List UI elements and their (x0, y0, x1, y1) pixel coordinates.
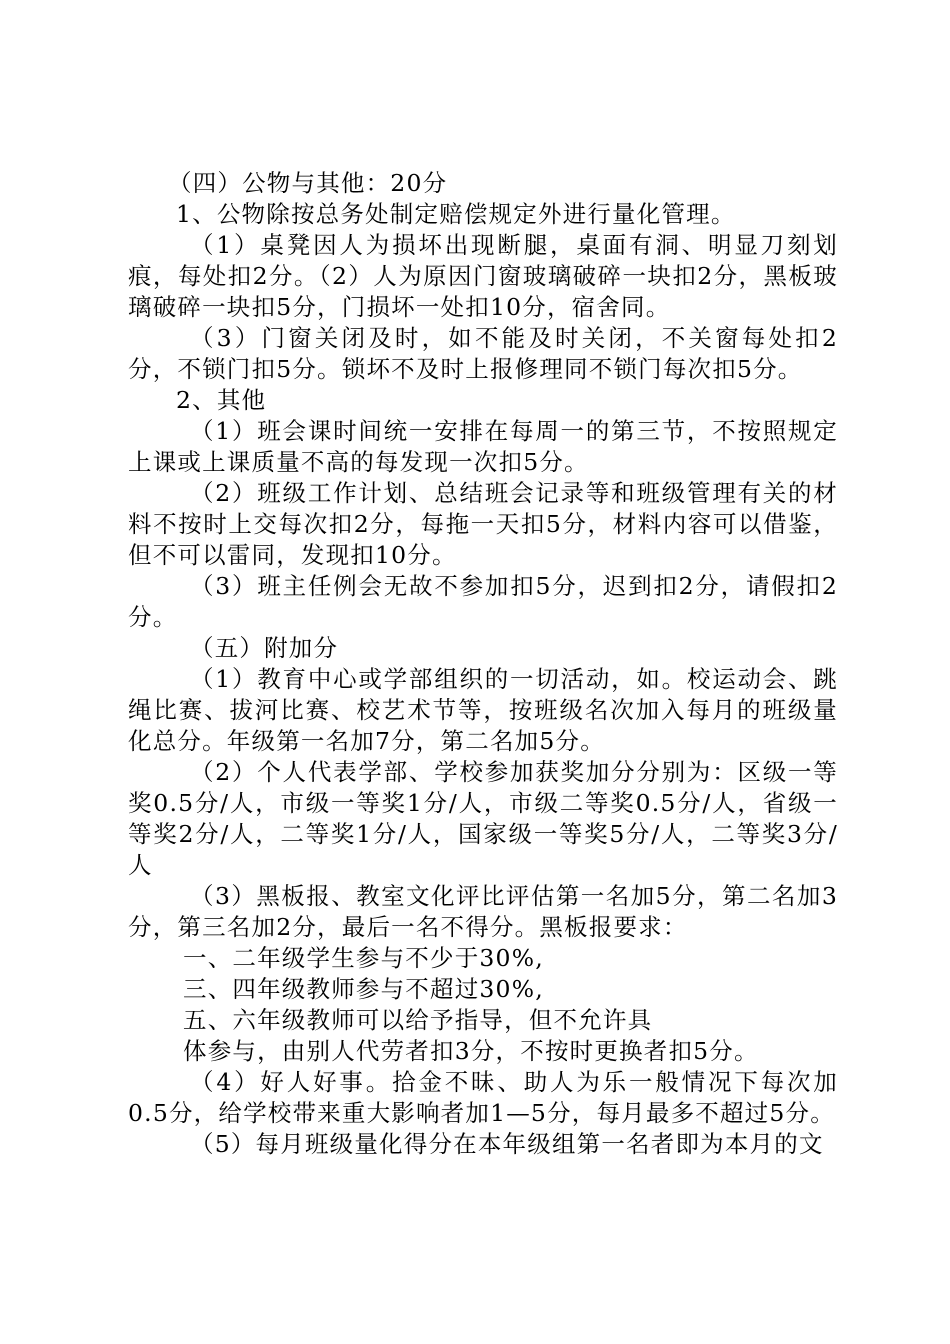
paragraph: 体参与，由别人代劳者扣3分，不按时更换者扣5分。 (183, 1037, 759, 1065)
paragraph: 五、六年级教师可以给予指导，但不允许具 (183, 1006, 653, 1034)
paragraph: （1）教育中心或学部组织的一切活动，如。校运动会、跳绳比赛、拔河比赛、校艺术节等，按班级名次加入每月的班级量化总分。年级第一名加7分，第二名加5分。 (128, 665, 838, 755)
section-heading-public-property: （四）公物与其他：20分 (168, 169, 448, 197)
section-heading-bonus: （五）附加分 (190, 634, 339, 662)
paragraph: 一、二年级学生参与不少于30%, (183, 944, 544, 972)
document-body (128, 168, 838, 1160)
paragraph: （3）门窗关闭及时，如不能及时关闭，不关窗每处扣2分，不锁门扣5分。锁坏不及时上报修理同不锁门每次扣5分。 (128, 324, 838, 383)
subsection-heading-other: 2、其他 (176, 386, 267, 414)
paragraph: （1）桌凳因人为损坏出现断腿，桌面有洞、明显刀刻划痕，每处扣2分。（2）人为原因门窗玻璃破碎一块扣2分，黑板玻璃破碎一块扣5分，门损坏一处扣10分，宿舍同。 (128, 231, 838, 321)
paragraph: （2）班级工作计划、总结班会记录等和班级管理有关的材料不按时上交每次扣2分，每拖一天扣5分，材料内容可以借鉴，但不可以雷同，发现扣10分。 (128, 479, 838, 569)
paragraph: （3）黑板报、教室文化评比评估第一名加5分，第二名加3分，第三名加2分，最后一名不得分。黑板报要求： (128, 882, 838, 941)
paragraph: （5）每月班级量化得分在本年级组第一名者即为本月的文 (190, 1130, 824, 1158)
paragraph: （2）个人代表学部、学校参加获奖加分分别为：区级一等奖0.5分/人，市级一等奖1分/人，市级二等奖0.5分/人，省级一等奖2分/人，二等奖1分/人，国家级一等奖5分/人，二等奖3分/人 (128, 758, 838, 879)
paragraph: 1、公物除按总务处制定赔偿规定外进行量化管理。 (176, 200, 736, 228)
paragraph: （3）班主任例会无故不参加扣5分，迟到扣2分，请假扣2分。 (128, 572, 838, 631)
paragraph: （4）好人好事。拾金不昧、助人为乐一般情况下每次加0.5分，给学校带来重大影响者加1—5分，每月最多不超过5分。 (128, 1068, 838, 1127)
paragraph: 三、四年级教师参与不超过30%, (183, 975, 544, 1003)
paragraph: （1）班会课时间统一安排在每周一的第三节，不按照规定上课或上课质量不高的每发现一次扣5分。 (128, 417, 838, 476)
